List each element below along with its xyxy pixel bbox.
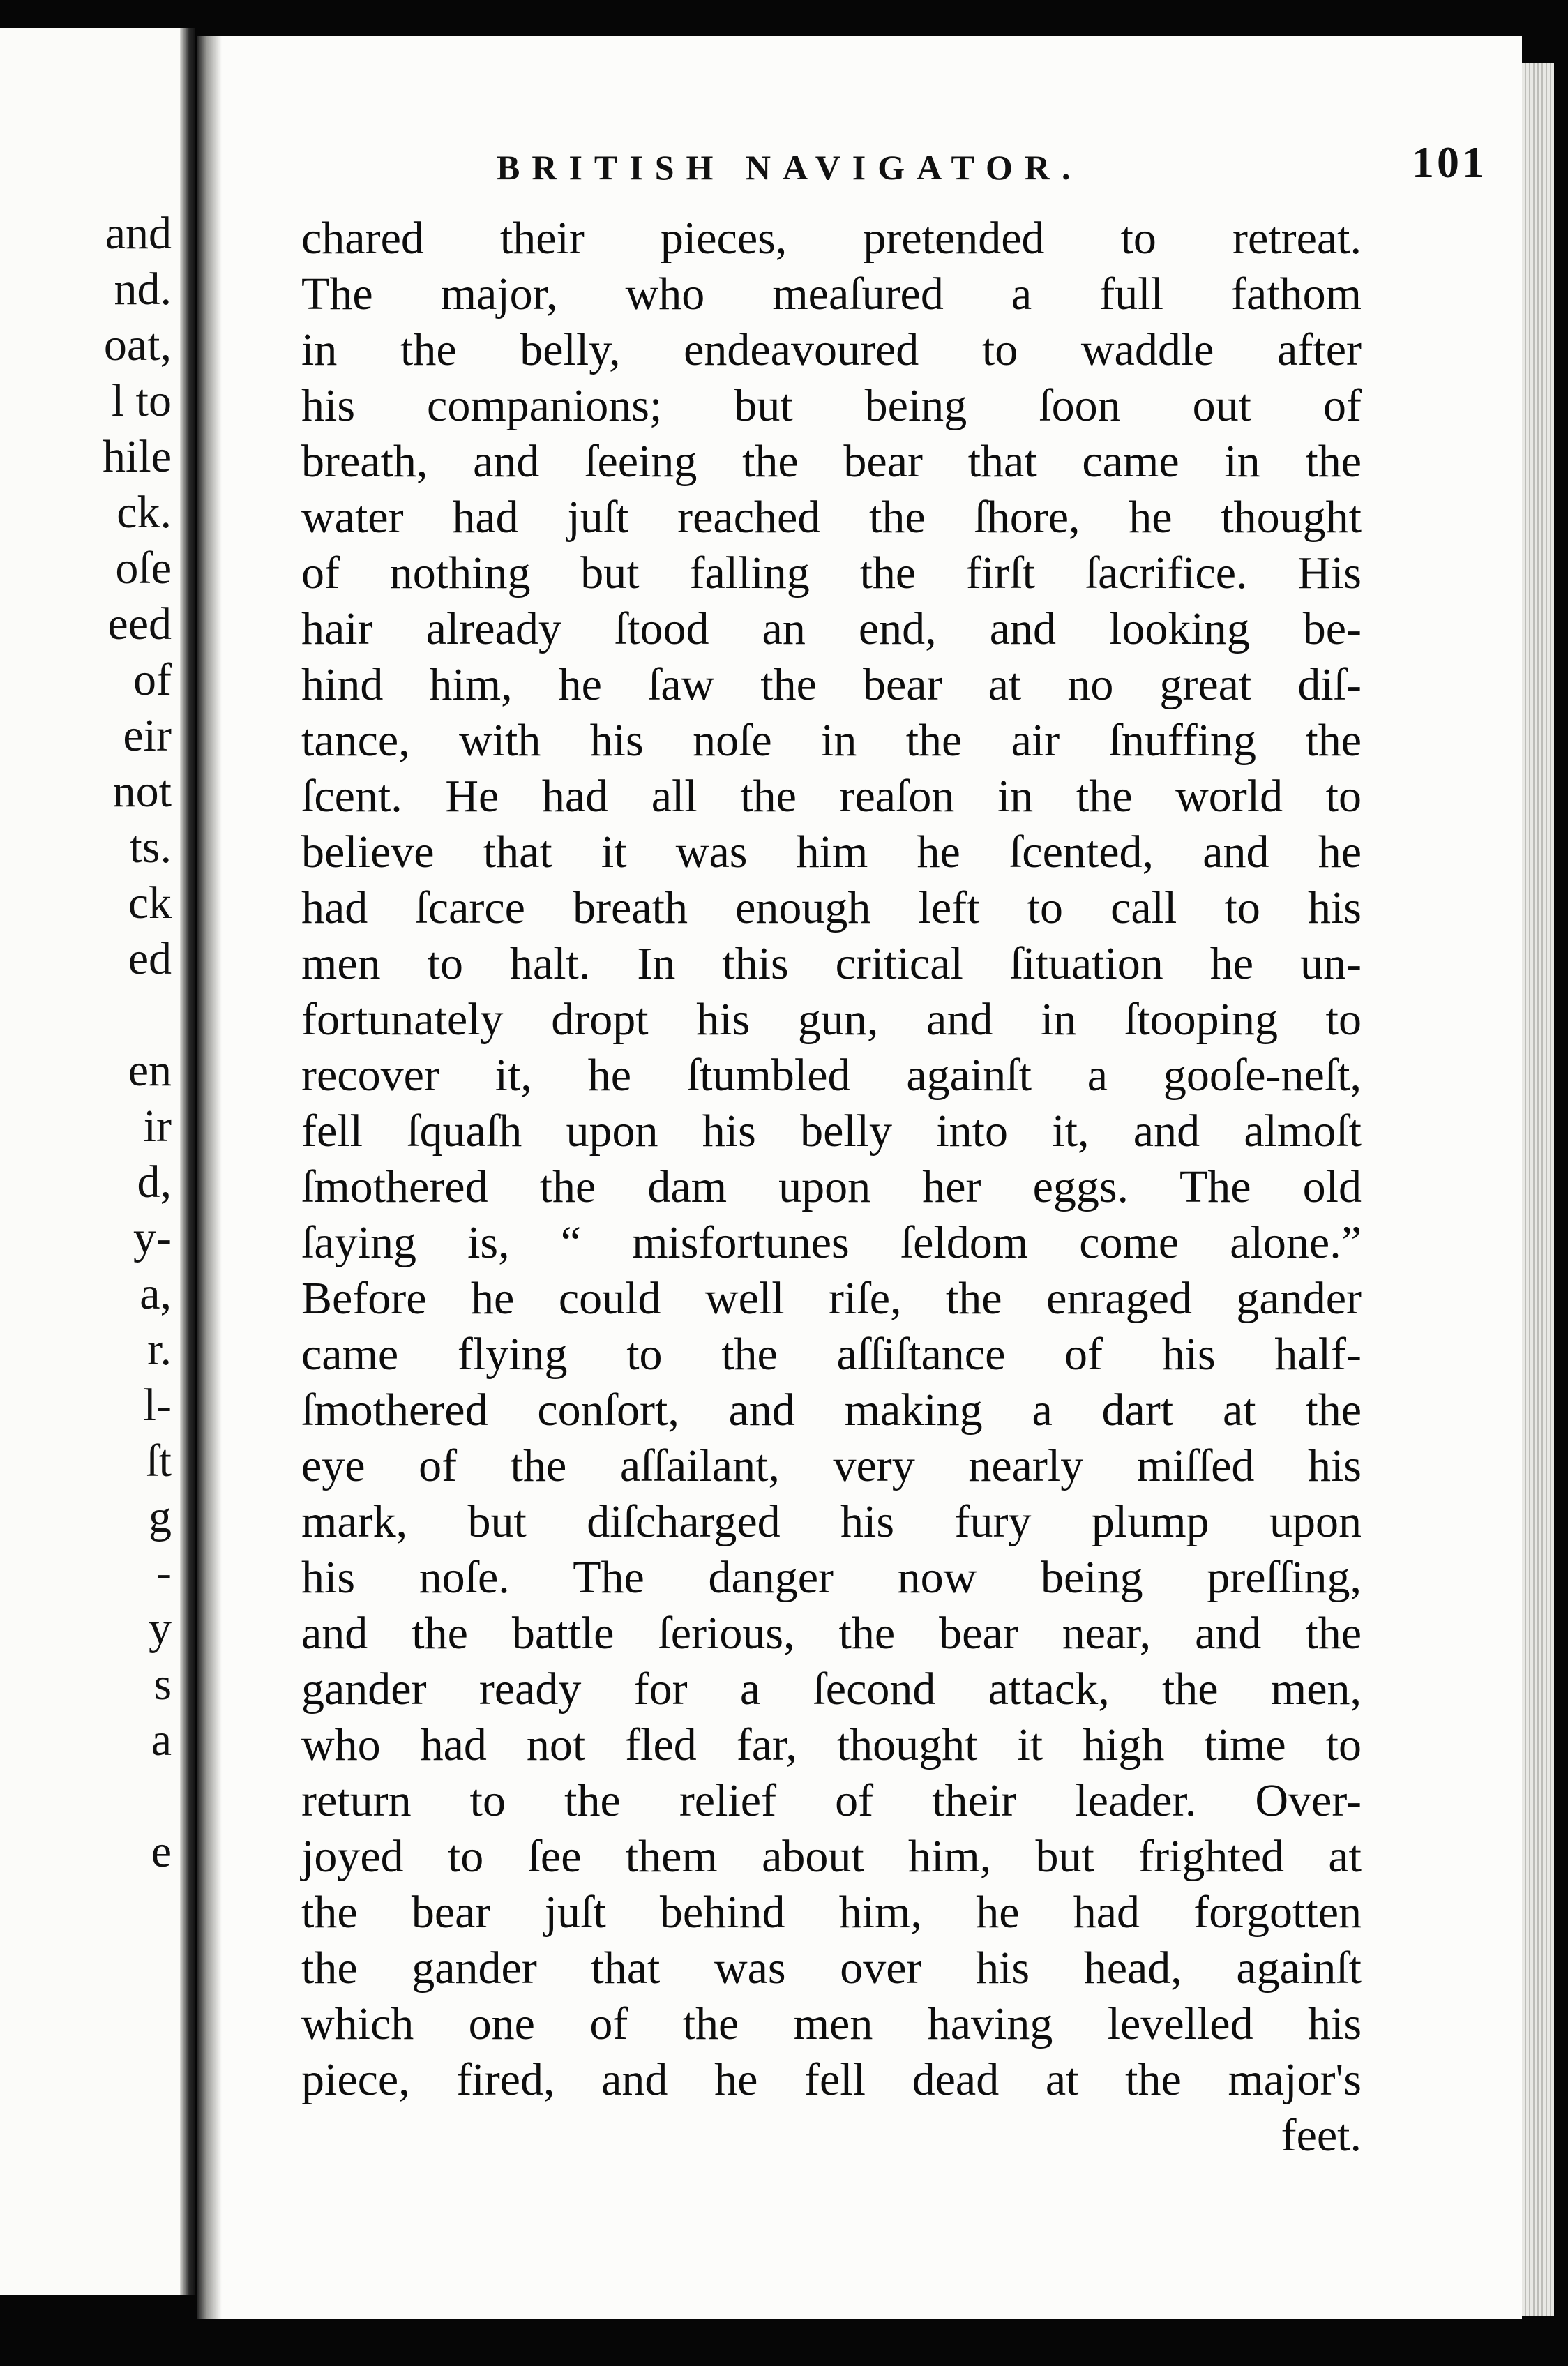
gutter-fold — [180, 28, 195, 2295]
facing-line-fragment: ck — [128, 877, 172, 928]
facing-page — [0, 28, 180, 2295]
facing-line-fragment: not — [112, 766, 172, 817]
facing-page-text — [103, 206, 172, 2047]
text-line: ſmothered the dam upon her eggs. The old — [301, 1161, 1362, 1212]
text-line: which one of the men having levelled his — [301, 1998, 1362, 2049]
text-line: the gander that was over his head, againſt — [301, 1943, 1362, 1994]
text-line: mark, but diſcharged his fury plump upon — [301, 1496, 1362, 1547]
facing-line-fragment: s — [153, 1659, 172, 1710]
facing-line-fragment: l- — [143, 1380, 172, 1431]
text-line: gander ready for a ſecond attack, the men, — [301, 1664, 1362, 1715]
text-line: ſcent. He had all the reaſon in the world to — [301, 771, 1362, 822]
facing-line-fragment: - — [156, 1547, 172, 1598]
facing-line-fragment: nd. — [114, 264, 172, 315]
text-line: return to the relief of their leader. Over- — [301, 1775, 1362, 1826]
text-line: of nothing but falling the firſt ſacrifice. His — [301, 548, 1362, 598]
text-line: tance, with his noſe in the air ſnuffing the — [301, 715, 1362, 766]
text-line: recover it, he ſtumbled againſt a gooſe-neſt, — [301, 1050, 1362, 1101]
text-line: piece, fired, and he fell dead at the major's — [301, 2054, 1362, 2105]
facing-line-fragment — [103, 1880, 172, 1936]
text-line: hair already ſtood an end, and looking be- — [301, 603, 1362, 654]
text-line: hind him, he ſaw the bear at no great diſ- — [301, 659, 1362, 710]
book-page — [197, 36, 1522, 2319]
text-line: had ſcarce breath enough left to call to his — [301, 882, 1362, 933]
text-line: Before he could well riſe, the enraged gander — [301, 1273, 1362, 1324]
text-line: his companions; but being ſoon out of — [301, 380, 1362, 431]
facing-line-fragment: g — [149, 1491, 172, 1542]
facing-line-fragment: ck. — [116, 487, 172, 538]
facing-line-fragment — [103, 1936, 172, 1991]
text-line: water had juſt reached the ſhore, he thought — [301, 492, 1362, 543]
facing-line-fragment: ir — [143, 1101, 172, 1152]
text-line: The major, who meaſured a full fathom — [301, 269, 1362, 319]
body-text — [301, 211, 1362, 2164]
text-line: came flying to the aſſiſtance of his half- — [301, 1329, 1362, 1380]
facing-line-fragment: ſt — [146, 1436, 172, 1486]
facing-line-fragment: d, — [137, 1156, 172, 1207]
facing-line-fragment: ed — [128, 933, 172, 984]
text-line: in the belly, endeavoured to waddle after — [301, 324, 1362, 375]
gutter-shadow — [197, 36, 222, 2319]
facing-line-fragment: y — [149, 1603, 172, 1654]
text-line: the bear juſt behind him, he had forgotten — [301, 1887, 1362, 1938]
facing-line-fragment: of — [121, 654, 172, 705]
facing-line-fragment: ts. — [129, 822, 172, 873]
facing-line-fragment: en — [128, 1045, 172, 1096]
text-line: believe that it was him he ſcented, and he — [301, 827, 1362, 877]
text-line: chared their pieces, pretended to retreat. — [301, 213, 1362, 264]
facing-line-fragment: a — [151, 1715, 172, 1765]
text-line: fell ſquaſh upon his belly into it, and almoſt — [301, 1106, 1362, 1156]
text-line: eye of the aſſailant, very nearly miſſed his — [301, 1440, 1362, 1491]
page-number: 101 — [1412, 137, 1487, 187]
facing-line-fragment: l to — [111, 375, 172, 426]
text-line: and the battle ſerious, the bear near, and the — [301, 1608, 1362, 1659]
text-line: ſaying is, “ misfortunes ſeldom come alone.” — [301, 1217, 1362, 1268]
text-line: who had not fled far, thought it high time to — [301, 1719, 1362, 1770]
facing-line-fragment: hile — [103, 431, 172, 482]
facing-line-fragment: oat, — [103, 319, 172, 370]
facing-line-fragment: e — [151, 1826, 172, 1877]
facing-line-fragment: y- — [133, 1212, 172, 1263]
text-line: his noſe. The danger now being preſſing, — [301, 1552, 1362, 1603]
text-line: breath, and ſeeing the bear that came in the — [301, 436, 1362, 487]
facing-line-fragment — [103, 1991, 172, 2047]
facing-line-fragment: and — [105, 208, 172, 259]
text-line: joyed to ſee them about him, but frighted at — [301, 1831, 1362, 1882]
facing-line-fragment: r. — [147, 1324, 172, 1375]
facing-line-fragment — [103, 1768, 172, 1824]
text-line: ſmothered conſort, and making a dart at the — [301, 1385, 1362, 1436]
text-line: fortunately dropt his gun, and in ſtooping to — [301, 994, 1362, 1045]
facing-line-fragment: eed — [107, 598, 172, 649]
facing-line-fragment — [103, 987, 172, 1043]
facing-line-fragment: eir — [123, 710, 172, 761]
facing-line-fragment: a, — [140, 1268, 172, 1319]
text-line: feet. — [1281, 2110, 1362, 2161]
running-head — [497, 137, 1487, 190]
facing-line-fragment: oſe — [115, 543, 172, 594]
running-title: BRITISH NAVIGATOR. — [497, 148, 1083, 187]
page-edges — [1522, 63, 1554, 2316]
text-line: men to halt. In this critical ſituation he un- — [301, 938, 1362, 989]
